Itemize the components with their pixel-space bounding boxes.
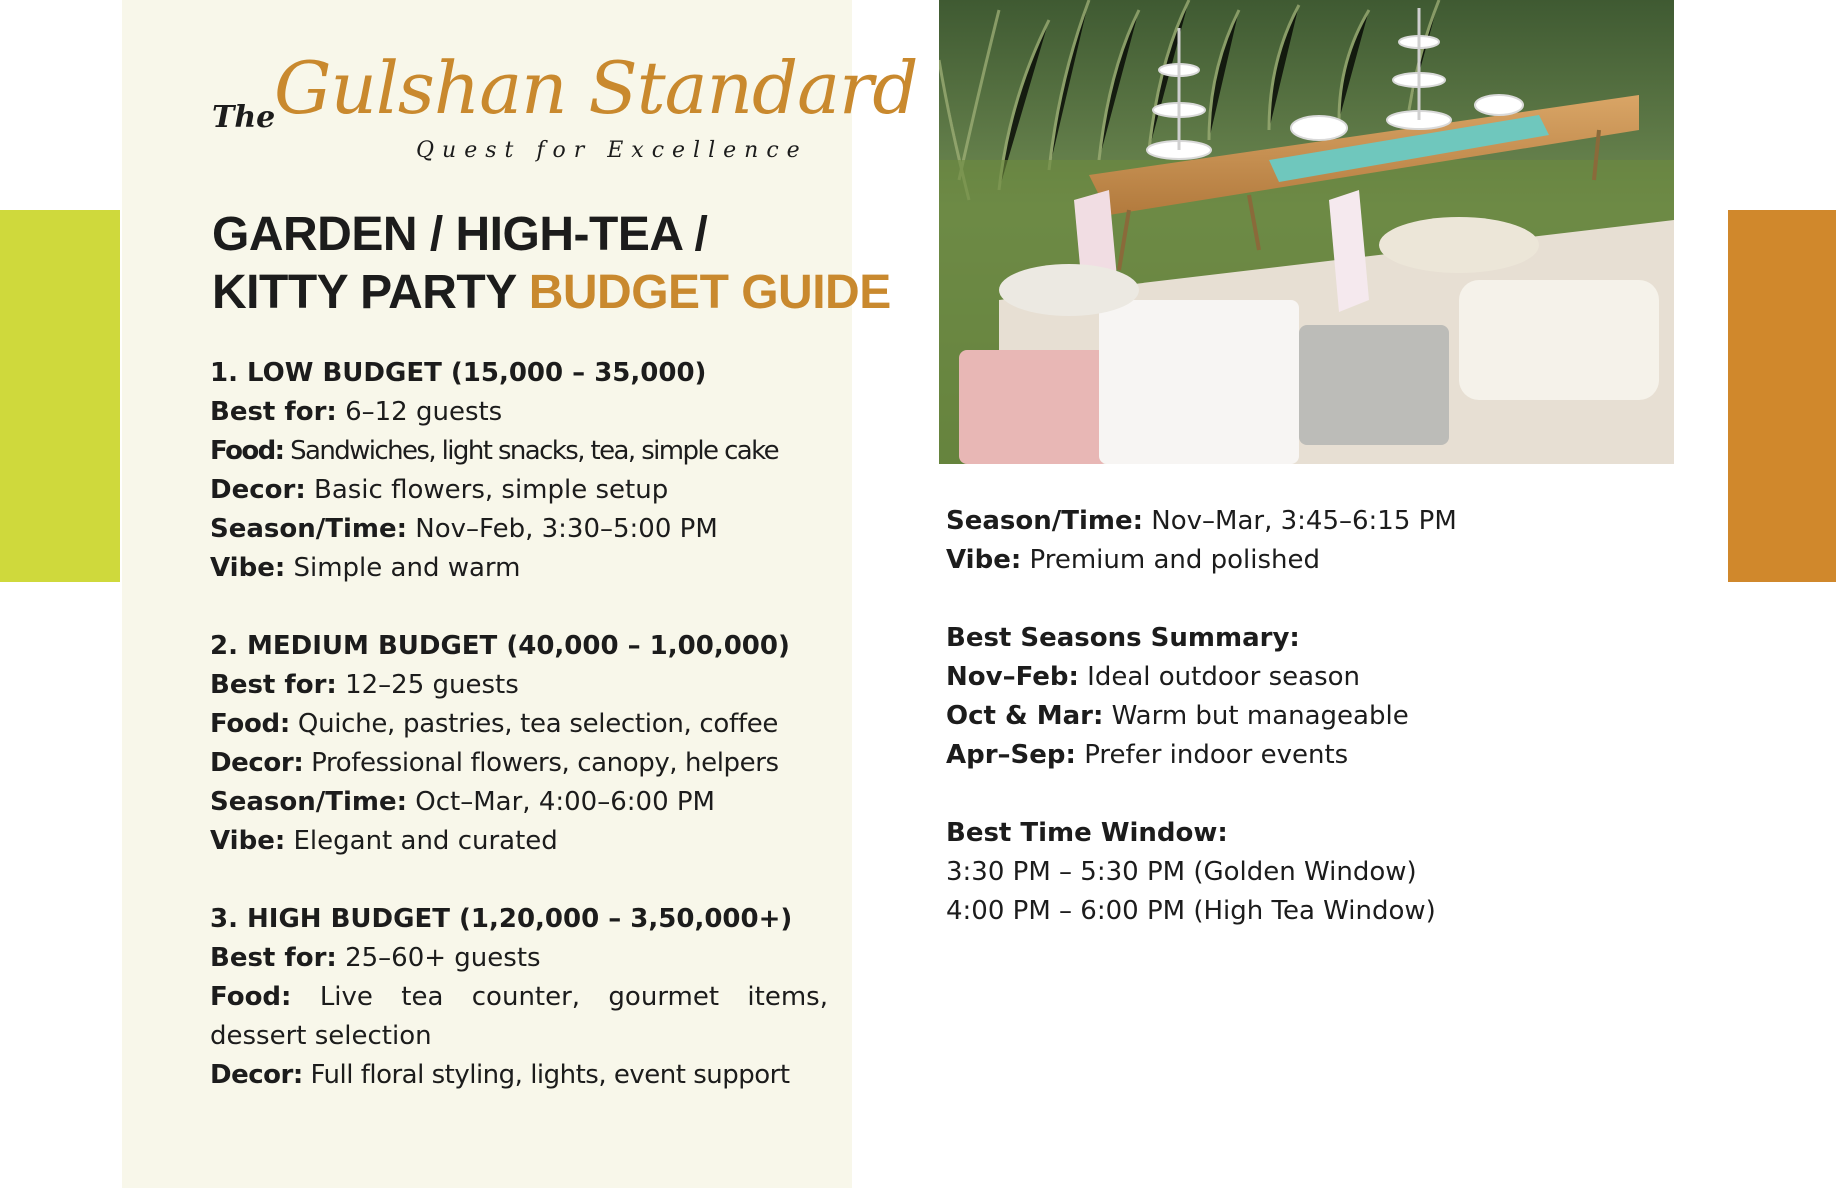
high-season-value: Nov–Mar, 3:45–6:15 PM <box>1143 506 1457 536</box>
low-food-label: Food: <box>210 436 284 466</box>
high-food-label: Food: <box>210 982 292 1012</box>
oct-mar-label: Oct & Mar: <box>946 701 1104 731</box>
low-budget-title: 1. LOW BUDGET (15,000 – 35,000) <box>210 358 707 388</box>
low-best-for <box>210 393 828 432</box>
low-vibe <box>210 549 828 588</box>
low-season-value: Nov–Feb, 3:30–5:00 PM <box>407 514 718 544</box>
title-accent: BUDGET GUIDE <box>528 266 891 319</box>
medium-decor-label: Decor: <box>210 748 304 778</box>
spacer <box>946 775 1666 814</box>
low-food-value: Sandwiches, light snacks, tea, simple cake <box>283 436 779 466</box>
medium-vibe <box>210 822 828 861</box>
high-vibe-value: Premium and polished <box>1021 545 1321 575</box>
high-tea-window: 4:00 PM – 6:00 PM (High Tea Window) <box>946 896 1436 926</box>
spacer <box>946 580 1666 619</box>
nov-feb-label: Nov–Feb: <box>946 662 1079 692</box>
medium-season <box>210 783 828 822</box>
medium-vibe-value: Elegant and curated <box>285 826 558 856</box>
title-line-1: GARDEN / HIGH-TEA / <box>212 208 708 261</box>
medium-budget-title: 2. MEDIUM BUDGET (40,000 – 1,00,000) <box>210 631 790 661</box>
spacer <box>210 588 828 627</box>
season-apr-sep <box>946 736 1666 775</box>
right-accent-bar <box>1728 210 1836 582</box>
masthead-name: Gulshan Standard <box>274 46 918 130</box>
medium-season-label: Season/Time: <box>210 787 408 817</box>
golden-window: 3:30 PM – 5:30 PM (Golden Window) <box>946 857 1417 887</box>
apr-sep-label: Apr–Sep: <box>946 740 1076 770</box>
low-vibe-value: Simple and warm <box>285 553 521 583</box>
season-nov-feb <box>946 658 1666 697</box>
high-food <box>210 978 828 1056</box>
high-food-value: Live tea counter, gourmet items, dessert selection <box>210 982 828 1051</box>
medium-best-for <box>210 666 828 705</box>
high-budget-title: 3. HIGH BUDGET (1,20,000 – 3,50,000+) <box>210 904 793 934</box>
medium-vibe-label: Vibe: <box>210 826 286 856</box>
low-decor <box>210 471 828 510</box>
season-oct-mar <box>946 697 1666 736</box>
low-best-value: 6–12 guests <box>336 397 503 427</box>
high-season-label: Season/Time: <box>946 506 1144 536</box>
medium-food <box>210 705 828 744</box>
medium-food-label: Food: <box>210 709 290 739</box>
masthead-the: The <box>212 100 276 135</box>
high-vibe-label: Vibe: <box>946 545 1022 575</box>
high-season <box>946 502 1666 541</box>
high-best-label: Best for: <box>210 943 337 973</box>
low-best-label: Best for: <box>210 397 337 427</box>
masthead-tagline: Quest for Excellence <box>416 138 808 163</box>
high-best-for <box>210 939 828 978</box>
masthead-logo <box>210 46 918 182</box>
high-best-value: 25–60+ guests <box>336 943 541 973</box>
left-accent-bar <box>0 210 120 582</box>
high-decor-value: Full floral styling, lights, event support <box>302 1060 790 1090</box>
oct-mar-value: Warm but manageable <box>1103 701 1409 731</box>
high-decor-label: Decor: <box>210 1060 303 1090</box>
medium-food-value: Quiche, pastries, tea selection, coffee <box>289 709 779 739</box>
low-vibe-label: Vibe: <box>210 553 286 583</box>
time-window-title: Best Time Window: <box>946 818 1228 848</box>
title-plain: KITTY PARTY <box>212 266 529 319</box>
medium-decor <box>210 744 828 783</box>
low-season <box>210 510 828 549</box>
medium-season-value: Oct–Mar, 4:00–6:00 PM <box>407 787 715 817</box>
low-decor-value: Basic flowers, simple setup <box>305 475 669 505</box>
medium-decor-value: Professional flowers, canopy, helpers <box>303 748 779 778</box>
nov-feb-value: Ideal outdoor season <box>1078 662 1361 692</box>
left-column <box>210 354 828 1095</box>
spacer <box>210 861 828 900</box>
high-vibe <box>946 541 1666 580</box>
medium-best-label: Best for: <box>210 670 337 700</box>
apr-sep-value: Prefer indoor events <box>1075 740 1349 770</box>
low-food <box>210 432 828 471</box>
high-tea-photo <box>939 0 1674 464</box>
low-decor-label: Decor: <box>210 475 306 505</box>
medium-best-value: 12–25 guests <box>336 670 519 700</box>
title-line-2 <box>212 264 891 322</box>
high-decor <box>210 1056 828 1095</box>
seasons-summary-title: Best Seasons Summary: <box>946 623 1300 653</box>
low-season-label: Season/Time: <box>210 514 408 544</box>
right-column <box>946 502 1666 931</box>
page-title <box>212 206 891 322</box>
